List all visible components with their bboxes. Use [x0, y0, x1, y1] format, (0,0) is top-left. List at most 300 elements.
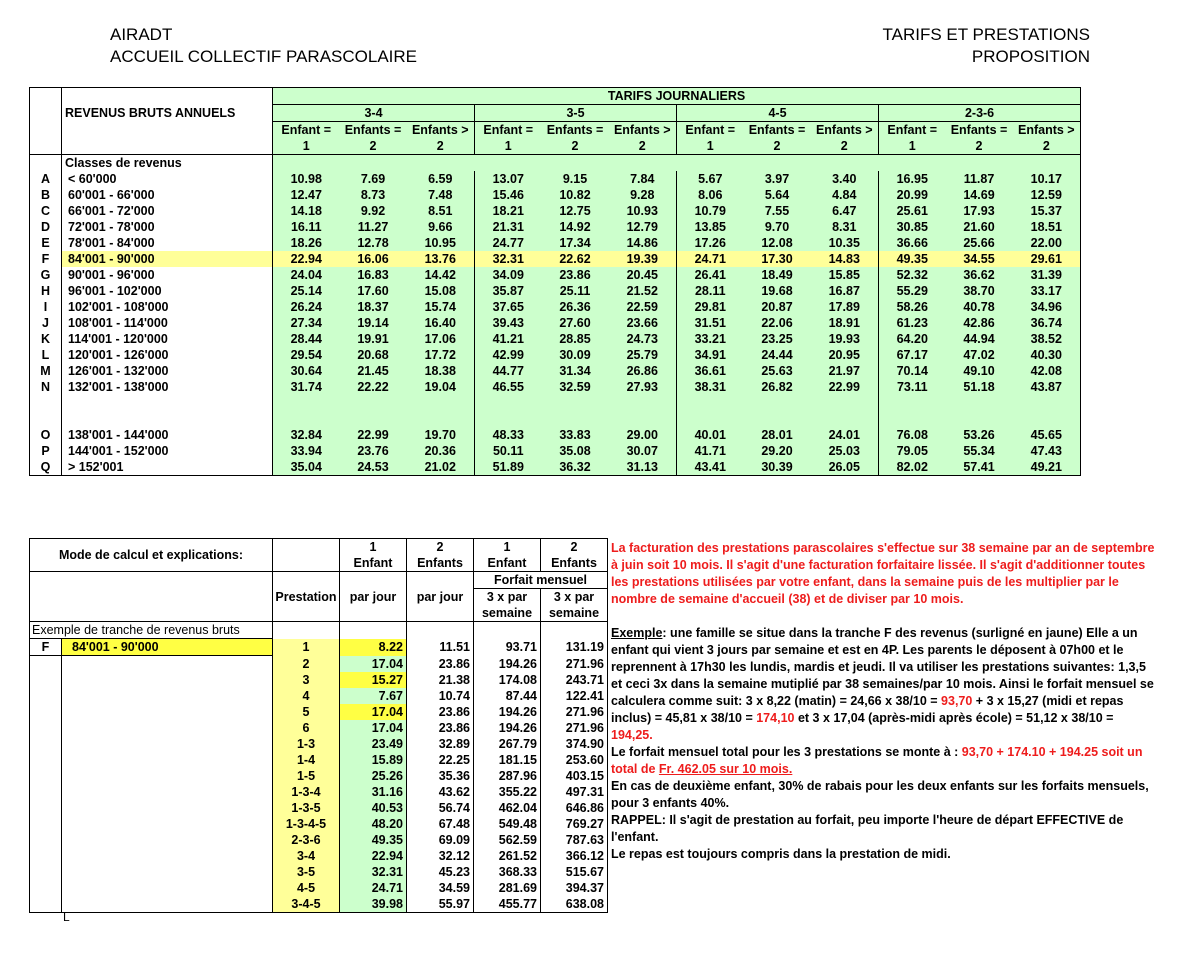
- tarif-value: 47.43: [1013, 443, 1081, 459]
- tarif-value: 35.08: [542, 443, 609, 459]
- tarif-value: 28.11: [677, 283, 744, 299]
- income-range: < 60'000: [62, 171, 273, 187]
- tarif-value: 17.06: [407, 331, 475, 347]
- tarif-value: 36.74: [1013, 315, 1081, 331]
- forfait-value: 253.60: [541, 752, 608, 768]
- tarif-value: 21.97: [811, 363, 879, 379]
- tarif-value: 15.74: [407, 299, 475, 315]
- table-row: [30, 379, 1081, 395]
- income-range: 132'001 - 138'000: [62, 379, 273, 395]
- spacer-cell: [30, 832, 62, 848]
- tarif-value: 22.00: [1013, 235, 1081, 251]
- tarif-value: 15.85: [811, 267, 879, 283]
- tarif-value: 25.11: [542, 283, 609, 299]
- price-per-day: 15.89: [340, 752, 407, 768]
- table-row: [30, 443, 1081, 459]
- tarif-value: 15.46: [475, 187, 542, 203]
- tarif-value: 29.61: [1013, 251, 1081, 267]
- tarif-value: 50.11: [475, 443, 542, 459]
- sub-header: Enfant =: [879, 122, 946, 139]
- tarif-value: 21.60: [946, 219, 1013, 235]
- price-per-day: 39.98: [340, 896, 407, 913]
- tarif-value: 38.70: [946, 283, 1013, 299]
- spacer-cell: [30, 720, 62, 736]
- class-letter: E: [30, 235, 62, 251]
- class-letter: F: [30, 251, 62, 267]
- spacer-cell: [30, 784, 62, 800]
- sub-header-count: 2: [1013, 138, 1081, 155]
- table-row: [30, 267, 1081, 283]
- income-range: 66'001 - 72'000: [62, 203, 273, 219]
- sub-header: Enfant =: [273, 122, 340, 139]
- forfait-value: 194.26: [474, 720, 541, 736]
- tarif-value: 8.31: [811, 219, 879, 235]
- table-row: [30, 848, 608, 864]
- example-value: 194,25.: [611, 728, 653, 742]
- forfait-value: 87.44: [474, 688, 541, 704]
- price-per-day: 23.86: [407, 704, 474, 720]
- tarif-value: 3.40: [811, 171, 879, 187]
- tarif-value: 23.25: [744, 331, 811, 347]
- forfait-value: 394.37: [541, 880, 608, 896]
- income-range: 72'001 - 78'000: [62, 219, 273, 235]
- tarif-value: 25.63: [744, 363, 811, 379]
- tarif-value: 20.36: [407, 443, 475, 459]
- prestation-code: 5: [273, 704, 340, 720]
- class-letter: Q: [30, 459, 62, 476]
- group-header: 3-4: [273, 105, 475, 122]
- table-row: [30, 219, 1081, 235]
- tarif-value: 21.52: [609, 283, 677, 299]
- tarif-value: 10.82: [542, 187, 609, 203]
- forfait-value: 515.67: [541, 864, 608, 880]
- forfait-value: 194.26: [474, 656, 541, 673]
- tarif-value: 44.77: [475, 363, 542, 379]
- spacer-cell: [30, 752, 62, 768]
- price-per-day: 10.74: [407, 688, 474, 704]
- forfait-value: 403.15: [541, 768, 608, 784]
- tarif-value: 23.76: [340, 443, 407, 459]
- tarifs-title: TARIFS JOURNALIERS: [273, 88, 1081, 105]
- tarif-value: 17.89: [811, 299, 879, 315]
- spacer-cell: [62, 736, 273, 752]
- tarif-value: 73.11: [879, 379, 946, 395]
- tarif-value: 17.30: [744, 251, 811, 267]
- prestation-code: 2: [273, 656, 340, 673]
- forfait-value: 174.08: [474, 672, 541, 688]
- spacer-cell: [62, 832, 273, 848]
- tarif-value: 9.70: [744, 219, 811, 235]
- tarif-value: 20.68: [340, 347, 407, 363]
- tarif-value: 11.87: [946, 171, 1013, 187]
- tarif-value: 33.83: [542, 427, 609, 443]
- tarif-value: 31.34: [542, 363, 609, 379]
- spacer-cell: [30, 768, 62, 784]
- forfait-value: 787.63: [541, 832, 608, 848]
- price-per-day: 15.27: [340, 672, 407, 688]
- class-letter: D: [30, 219, 62, 235]
- tarif-value: 61.23: [879, 315, 946, 331]
- income-range: 144'001 - 152'000: [62, 443, 273, 459]
- tarif-value: 22.59: [609, 299, 677, 315]
- table-row: [30, 864, 608, 880]
- tarif-value: 10.17: [1013, 171, 1081, 187]
- sub-header: Enfant =: [475, 122, 542, 139]
- semaine-label: semaine: [541, 605, 608, 622]
- tarif-value: 42.86: [946, 315, 1013, 331]
- tarif-value: 28.44: [273, 331, 340, 347]
- explain-intro: La facturation des prestations parascolaires s'effectue sur 38 semaine par an de septembre à juin soit 10 mois. Il s'agit d'une facturation forfaitaire lissée. Il s'agit d'additionner toutes les prestations utilisées par votre enfant, dans la semaine puis de les multiplier par le nombre de semaine d'accueil (38) et de diviser par 10 mois.: [611, 541, 1155, 606]
- forfait-value: 562.59: [474, 832, 541, 848]
- tarif-value: 43.87: [1013, 379, 1081, 395]
- tarif-value: 10.79: [677, 203, 744, 219]
- header-left: [110, 24, 417, 68]
- table-row: [30, 203, 1081, 219]
- group-header: 2-3-6: [879, 105, 1081, 122]
- price-per-day: 43.62: [407, 784, 474, 800]
- prestation-code: 1: [273, 639, 340, 656]
- class-letter: C: [30, 203, 62, 219]
- tarif-value: 18.37: [340, 299, 407, 315]
- table-row: [30, 315, 1081, 331]
- total-text: Le forfait mensuel total pour les 3 prestations se monte à :: [611, 745, 962, 759]
- tarif-value: 18.38: [407, 363, 475, 379]
- tarif-value: 30.07: [609, 443, 677, 459]
- tarif-value: 30.64: [273, 363, 340, 379]
- tarif-value: 47.02: [946, 347, 1013, 363]
- forfait-value: 261.52: [474, 848, 541, 864]
- tarif-value: 20.87: [744, 299, 811, 315]
- tarif-value: 24.73: [609, 331, 677, 347]
- tarif-value: 12.47: [273, 187, 340, 203]
- tarif-value: 10.98: [273, 171, 340, 187]
- forfait-value: 243.71: [541, 672, 608, 688]
- col-sub: Enfants: [407, 555, 474, 572]
- forfait-label: Forfait mensuel: [474, 572, 608, 589]
- tarif-value: 79.05: [879, 443, 946, 459]
- tarif-value: 28.85: [542, 331, 609, 347]
- price-per-day: 23.86: [407, 720, 474, 736]
- tarif-value: 10.35: [811, 235, 879, 251]
- table-row: [30, 235, 1081, 251]
- tarif-value: 5.67: [677, 171, 744, 187]
- table-row: [30, 299, 1081, 315]
- spacer-cell: [62, 688, 273, 704]
- class-letter: K: [30, 331, 62, 347]
- forfait-value: 549.48: [474, 816, 541, 832]
- price-per-day: 35.36: [407, 768, 474, 784]
- tarif-value: 13.07: [475, 171, 542, 187]
- tarif-value: 31.39: [1013, 267, 1081, 283]
- tarif-value: 36.32: [542, 459, 609, 476]
- tarif-value: 19.14: [340, 315, 407, 331]
- price-per-day: 17.04: [340, 704, 407, 720]
- forfait-value: 287.96: [474, 768, 541, 784]
- calc-table: [29, 538, 608, 913]
- price-per-day: 32.31: [340, 864, 407, 880]
- tarif-value: 35.04: [273, 459, 340, 476]
- tarif-value: 19.68: [744, 283, 811, 299]
- tarif-value: 16.83: [340, 267, 407, 283]
- forfait-value: 267.79: [474, 736, 541, 752]
- tarif-value: 29.20: [744, 443, 811, 459]
- tarif-value: 38.52: [1013, 331, 1081, 347]
- tarif-value: 20.99: [879, 187, 946, 203]
- tarif-value: 51.18: [946, 379, 1013, 395]
- table-row: [30, 800, 608, 816]
- tarif-value: 34.91: [677, 347, 744, 363]
- prestation-code: 4: [273, 688, 340, 704]
- tarif-value: 13.76: [407, 251, 475, 267]
- sub-header-count: 1: [475, 138, 542, 155]
- tarifs-table: [29, 87, 1081, 476]
- forfait-value: 194.26: [474, 704, 541, 720]
- class-letter: M: [30, 363, 62, 379]
- tarif-value: 7.69: [340, 171, 407, 187]
- forfait-value: 638.08: [541, 896, 608, 913]
- spacer-cell: [62, 896, 273, 913]
- price-per-day: 23.86: [407, 656, 474, 673]
- tarif-value: 21.45: [340, 363, 407, 379]
- class-letter: L: [30, 347, 62, 363]
- income-range: 108'001 - 114'000: [62, 315, 273, 331]
- prestation-code: 3-4-5: [273, 896, 340, 913]
- tarif-value: 19.93: [811, 331, 879, 347]
- spacer-cell: [30, 880, 62, 896]
- price-per-day: 22.25: [407, 752, 474, 768]
- explain-rabais: En cas de deuxième enfant, 30% de rabais pour les deux enfants sur les forfaits mensuels, pour 3 enfants 40%.: [611, 779, 1149, 810]
- tarif-value: 4.84: [811, 187, 879, 203]
- col-num: 2: [541, 539, 608, 556]
- tarif-value: 18.51: [1013, 219, 1081, 235]
- tarif-value: 16.40: [407, 315, 475, 331]
- tarif-value: 19.39: [609, 251, 677, 267]
- income-range: 60'001 - 66'000: [62, 187, 273, 203]
- tarif-value: 34.96: [1013, 299, 1081, 315]
- table-row: [30, 251, 1081, 267]
- col-num: 1: [474, 539, 541, 556]
- tarif-value: 19.91: [340, 331, 407, 347]
- total-amount: Fr. 462.05 sur 10 mois.: [658, 762, 793, 776]
- class-letter: J: [30, 315, 62, 331]
- tarif-value: 32.31: [475, 251, 542, 267]
- explanation-text: [611, 540, 1156, 863]
- price-per-day: 55.97: [407, 896, 474, 913]
- table-row: [30, 752, 608, 768]
- price-per-day: 23.49: [340, 736, 407, 752]
- tarif-value: 30.09: [542, 347, 609, 363]
- sub-header-count: 2: [340, 138, 407, 155]
- class-letter: N: [30, 379, 62, 395]
- tarif-value: 30.85: [879, 219, 946, 235]
- class-letter: H: [30, 283, 62, 299]
- tarif-value: 41.71: [677, 443, 744, 459]
- tarif-value: 24.53: [340, 459, 407, 476]
- sub-header-count: 2: [811, 138, 879, 155]
- table-row: [30, 704, 608, 720]
- tarif-value: 25.61: [879, 203, 946, 219]
- sub-header: Enfants >: [407, 122, 475, 139]
- forfait-value: 366.12: [541, 848, 608, 864]
- tarif-value: 21.02: [407, 459, 475, 476]
- spacer-cell: [62, 656, 273, 673]
- income-range: 120'001 - 126'000: [62, 347, 273, 363]
- spacer-cell: [62, 704, 273, 720]
- price-per-day: 17.04: [340, 656, 407, 673]
- prestation-code: 1-3: [273, 736, 340, 752]
- tarif-value: 27.93: [609, 379, 677, 395]
- x3-label: 3 x par: [541, 589, 608, 606]
- tarif-value: 11.27: [340, 219, 407, 235]
- tarif-value: 12.78: [340, 235, 407, 251]
- forfait-value: 455.77: [474, 896, 541, 913]
- tarif-value: 30.39: [744, 459, 811, 476]
- col-num: 2: [407, 539, 474, 556]
- income-range: > 152'001: [62, 459, 273, 476]
- tarif-value: 42.99: [475, 347, 542, 363]
- tarif-value: 17.93: [946, 203, 1013, 219]
- table-row: [30, 816, 608, 832]
- example-text: + 3 x 15,27 (midi et repas inclus) = 45,81 x 38/10 =: [611, 694, 1124, 725]
- sub-header: Enfants =: [340, 122, 407, 139]
- header-right: [883, 24, 1091, 68]
- example-range: 84'001 - 90'000: [62, 639, 273, 656]
- tarif-value: 26.82: [744, 379, 811, 395]
- spacer-cell: [30, 656, 62, 673]
- forfait-value: 271.96: [541, 704, 608, 720]
- price-per-day: 32.12: [407, 848, 474, 864]
- class-letter: G: [30, 267, 62, 283]
- forfait-value: 462.04: [474, 800, 541, 816]
- price-per-day: 22.94: [340, 848, 407, 864]
- tarif-value: 31.13: [609, 459, 677, 476]
- classes-label: Classes de revenus: [62, 155, 273, 172]
- spacer-cell: [30, 736, 62, 752]
- prestation-code: 3: [273, 672, 340, 688]
- tarif-value: 12.59: [1013, 187, 1081, 203]
- explain-example: [611, 625, 1156, 744]
- sub-header-count: 1: [677, 138, 744, 155]
- tarif-value: 40.78: [946, 299, 1013, 315]
- tarif-value: 36.62: [946, 267, 1013, 283]
- prestation-code: 1-3-5: [273, 800, 340, 816]
- spacer-cell: [30, 672, 62, 688]
- tarif-value: 5.64: [744, 187, 811, 203]
- col-sub: Enfant: [340, 555, 407, 572]
- tarif-value: 14.86: [609, 235, 677, 251]
- price-per-day: 45.23: [407, 864, 474, 880]
- tarif-value: 15.37: [1013, 203, 1081, 219]
- sub-header: Enfants >: [609, 122, 677, 139]
- par-jour-label: par jour: [407, 572, 474, 622]
- org-name: AIRADT: [110, 25, 173, 44]
- tarif-value: 26.86: [609, 363, 677, 379]
- group-header: 4-5: [677, 105, 879, 122]
- table-row: [30, 283, 1081, 299]
- spacer-cell: [30, 688, 62, 704]
- tarif-value: 20.95: [811, 347, 879, 363]
- x3-label: 3 x par: [474, 589, 541, 606]
- tarif-value: 49.21: [1013, 459, 1081, 476]
- explain-rappel: RAPPEL: Il s'agit de prestation au forfait, peu importe l'heure de départ EFFECTIVE de l'enfant.: [611, 813, 1124, 844]
- forfait-value: 131.19: [541, 639, 608, 656]
- forfait-value: 271.96: [541, 656, 608, 673]
- forfait-value: 93.71: [474, 639, 541, 656]
- sub-header-count: 1: [879, 138, 946, 155]
- tarif-value: 32.84: [273, 427, 340, 443]
- price-per-day: 34.59: [407, 880, 474, 896]
- prestation-code: 2-3-6: [273, 832, 340, 848]
- price-per-day: 25.26: [340, 768, 407, 784]
- income-range: 78'001 - 84'000: [62, 235, 273, 251]
- spacer-cell: [62, 816, 273, 832]
- price-per-day: 31.16: [340, 784, 407, 800]
- prestation-code: 1-5: [273, 768, 340, 784]
- example-text: : une famille se situe dans la tranche F des revenus (surligné en jaune) Elle a un enfant qui vient 3 jours par semaine et est en 4P. Les parents le déposent à 07h00 et le reprennent à 17h30 les lundis, mardis et jeudi. Il va utiliser les prestations suivantes: 1,3,5 et ceci 3x dans la semaine mutiplié par 38 semaines/par 10 mois. Ainsi le forfait mensuel se calculera comme suit: 3 x 8,22 (matin) = 24,66 x 38/10 =: [611, 626, 1154, 708]
- tarif-value: 38.31: [677, 379, 744, 395]
- tarif-value: 19.70: [407, 427, 475, 443]
- prestation-code: 1-4: [273, 752, 340, 768]
- tarif-value: 22.99: [811, 379, 879, 395]
- tarif-value: 14.92: [542, 219, 609, 235]
- table-row: [30, 672, 608, 688]
- tarif-value: 76.08: [879, 427, 946, 443]
- tarif-value: 20.45: [609, 267, 677, 283]
- tarif-value: 29.54: [273, 347, 340, 363]
- semaine-label: semaine: [474, 605, 541, 622]
- tarif-value: 14.69: [946, 187, 1013, 203]
- tarif-value: 35.87: [475, 283, 542, 299]
- col-sub: Enfants: [541, 555, 608, 572]
- tarif-value: 26.24: [273, 299, 340, 315]
- forfait-value: 271.96: [541, 720, 608, 736]
- tarif-value: 7.55: [744, 203, 811, 219]
- tarif-value: 17.26: [677, 235, 744, 251]
- tarif-value: 9.66: [407, 219, 475, 235]
- tarif-value: 3.97: [744, 171, 811, 187]
- example-text: et 3 x 17,04 (après-midi après école) = 51,12 x 38/10 =: [794, 711, 1114, 725]
- tarif-value: 55.29: [879, 283, 946, 299]
- tarif-value: 33.94: [273, 443, 340, 459]
- explain-repas: Le repas est toujours compris dans la prestation de midi.: [611, 847, 951, 861]
- tarif-value: 18.91: [811, 315, 879, 331]
- class-letter: B: [30, 187, 62, 203]
- footer-mark: L: [63, 910, 70, 924]
- table-row: [30, 347, 1081, 363]
- price-per-day: 17.04: [340, 720, 407, 736]
- table-row: [30, 720, 608, 736]
- tarif-value: 14.83: [811, 251, 879, 267]
- class-letter: A: [30, 171, 62, 187]
- spacer-cell: [62, 768, 273, 784]
- tarif-value: 9.28: [609, 187, 677, 203]
- tarif-value: 31.74: [273, 379, 340, 395]
- income-range: 114'001 - 120'000: [62, 331, 273, 347]
- tarif-value: 16.95: [879, 171, 946, 187]
- example-value: 174,10: [756, 711, 795, 725]
- tarif-value: 34.55: [946, 251, 1013, 267]
- price-per-day: 69.09: [407, 832, 474, 848]
- tarif-value: 29.81: [677, 299, 744, 315]
- income-range: 126'001 - 132'000: [62, 363, 273, 379]
- income-range: 102'001 - 108'000: [62, 299, 273, 315]
- tarif-value: 17.60: [340, 283, 407, 299]
- org-subtitle: ACCUEIL COLLECTIF PARASCOLAIRE: [110, 47, 418, 66]
- sub-header: Enfants =: [744, 122, 811, 139]
- tarif-value: 49.10: [946, 363, 1013, 379]
- prestation-code: 4-5: [273, 880, 340, 896]
- tarif-value: 42.08: [1013, 363, 1081, 379]
